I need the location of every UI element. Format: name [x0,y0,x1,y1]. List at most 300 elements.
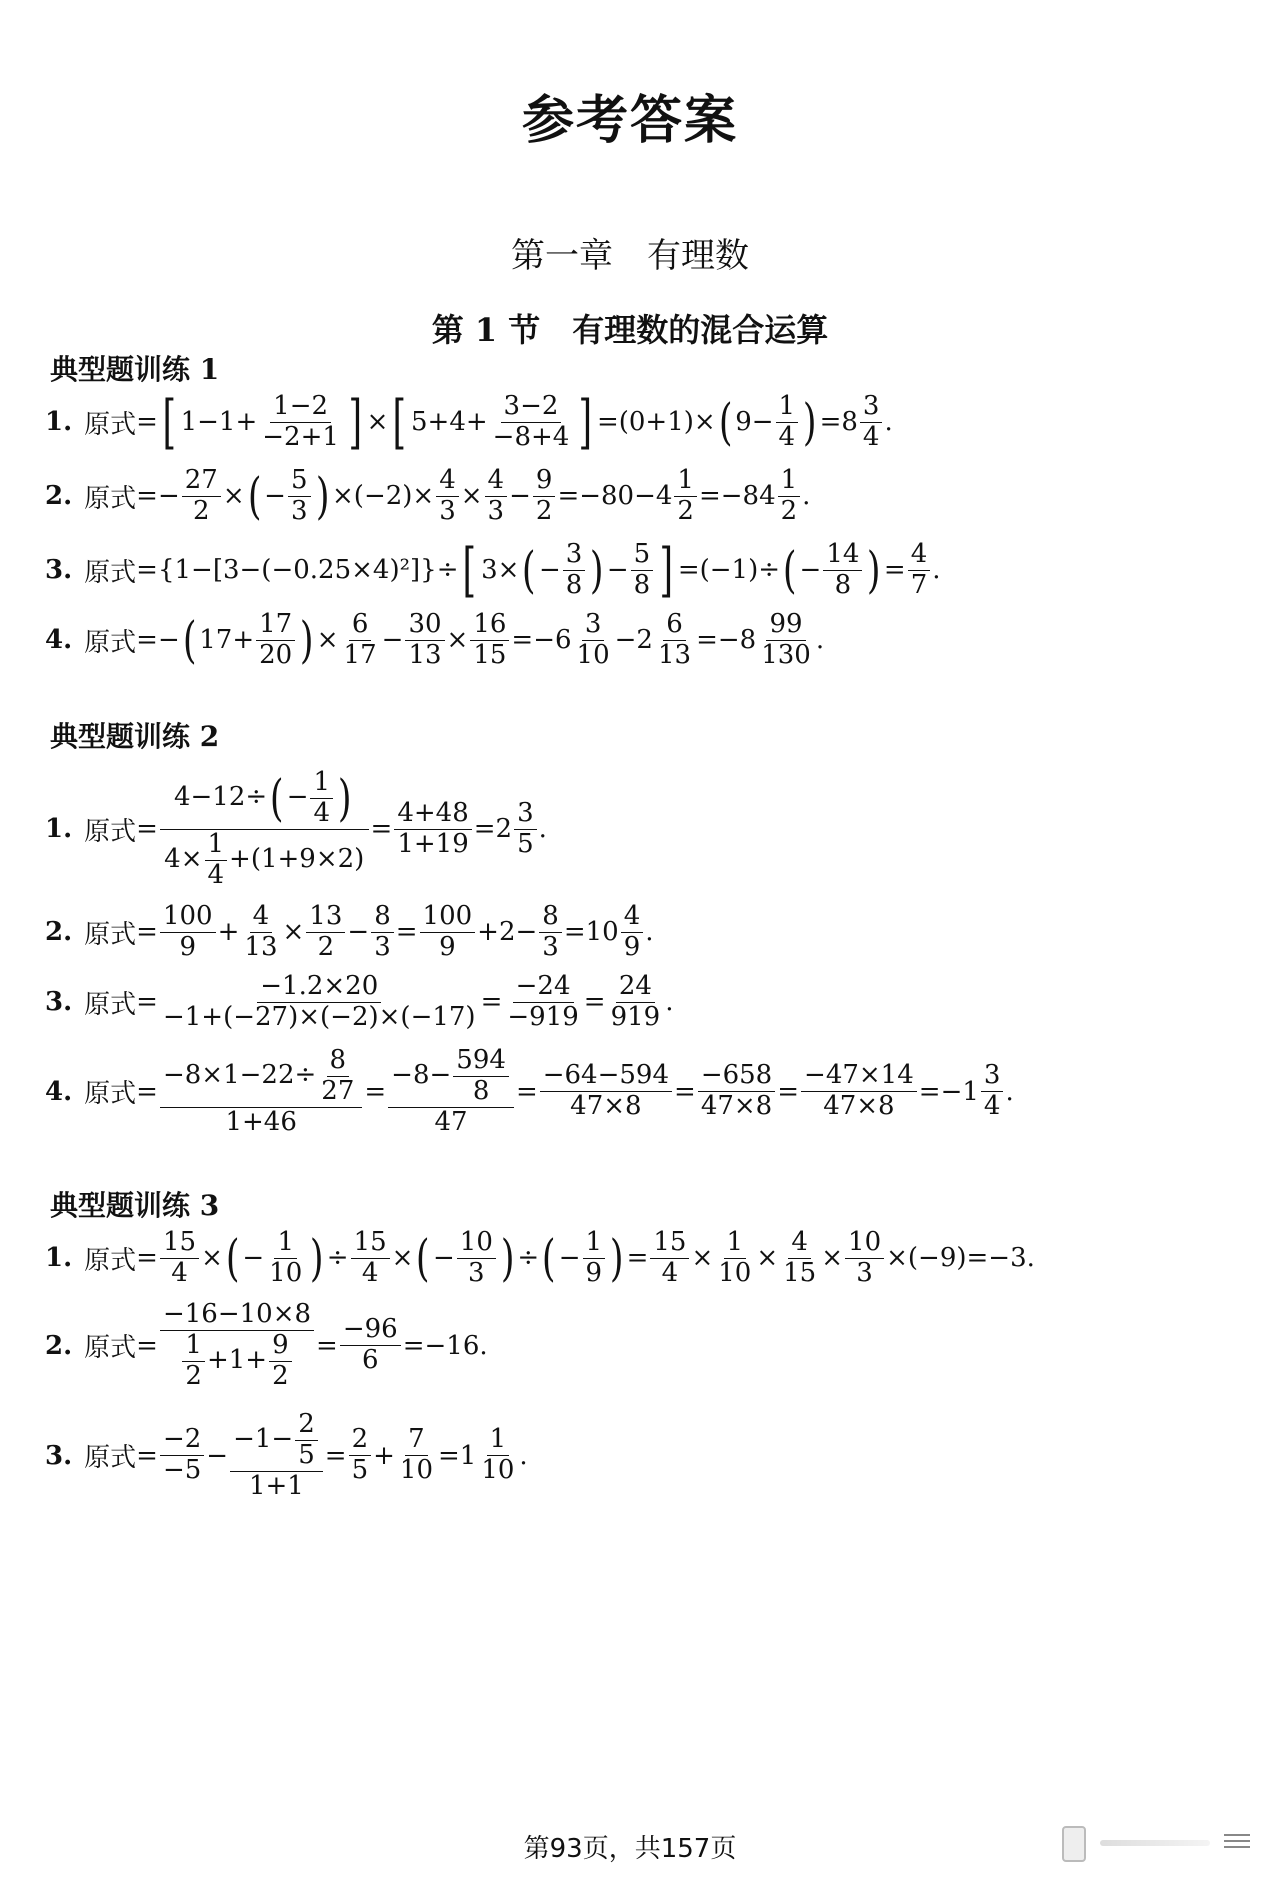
math-term: 9− [735,407,774,438]
fraction [310,768,333,829]
numerator: 6 [663,610,686,641]
numerator: −47×14 [801,1061,917,1092]
math-term: − [606,555,629,586]
denominator: 10 [718,1257,752,1288]
math-term: . [932,555,941,586]
fraction [256,610,295,671]
denominator: 2 [780,495,798,526]
math-term: − [242,1243,265,1274]
fraction [801,1061,917,1122]
question-number: 1. [45,407,73,438]
numerator: 5 [288,466,311,497]
denominator: 13 [657,639,692,670]
fraction [160,768,369,891]
question-number: 3. [45,555,73,586]
exercise-heading-1: 典型题训练 1 [50,353,220,386]
bracket: ( [270,769,284,828]
fraction [269,1331,292,1392]
denominator: 4 [361,1257,379,1288]
numerator: 4+48 [394,799,471,830]
math-term: =−84 [698,481,776,512]
denominator: 919 [610,1001,661,1032]
bracket: ) [500,1229,515,1288]
numerator: 30 [405,610,444,641]
math-term: =(0+1)× [596,407,716,438]
fraction [288,466,311,527]
fraction [341,610,380,671]
math-term: × [391,1243,414,1274]
math-term: = [777,1076,800,1107]
label: 原式 [84,1443,137,1474]
label: 原式 [84,557,137,588]
denominator: −1+(−27)×(−2)×(−17) [162,1001,476,1032]
denominator: 3 [374,931,391,962]
fraction [420,902,476,963]
numerator: −96 [340,1315,401,1346]
bracket: ] [578,388,593,457]
fraction [823,540,862,601]
denominator: 4 [862,421,880,452]
label: 原式 [84,1245,137,1276]
math-term: . [1005,1076,1014,1107]
fraction [533,466,556,527]
math-term: = [136,1076,158,1107]
math-term: − [509,481,531,512]
math-term: +2− [477,917,538,948]
fraction [608,972,664,1033]
math-term: = [324,1440,347,1471]
bracket: ) [609,1229,624,1288]
denominator: 9 [623,931,641,962]
answer-1-3 [45,536,941,605]
math-term: = [316,1330,338,1361]
label: 原式 [84,627,137,658]
label: 原式 [84,919,137,950]
math-term: = [136,987,158,1018]
math-term: −8×1−22÷ [162,1060,317,1091]
fraction [340,1315,401,1376]
numerator: 3 [582,610,605,641]
math-term: =(−1)÷ [677,555,780,586]
math-term: ×(−2)× [332,481,435,512]
numerator: 4 [788,1228,811,1259]
math-term: × [821,1243,844,1274]
label: 原式 [84,409,137,440]
numerator: 27 [182,466,221,497]
math-term: +1+ [206,1345,268,1376]
numerator: 594 [453,1046,509,1077]
fraction [539,902,562,963]
math-term: = [515,1076,538,1107]
denominator: 1+46 [225,1106,297,1137]
label: 原式 [84,989,137,1020]
numerator: 1 [778,466,801,497]
fraction [631,540,654,601]
math-term: − [381,625,404,656]
numerator: 1 [776,392,799,423]
fraction [349,1425,372,1486]
fraction [478,1425,517,1486]
numerator [160,768,369,830]
fraction [160,972,479,1033]
numerator: 1 [724,1228,747,1259]
denominator: 17 [343,639,377,670]
math-term: =−6 [511,625,572,656]
math-term: . [645,917,654,948]
numerator: 8 [539,902,562,933]
fraction [318,1046,357,1107]
question-number: 4. [45,625,73,656]
numerator: −24 [513,972,574,1003]
math-term: . [884,407,893,438]
math-term: . [1026,1243,1035,1274]
exercise-heading-2: 典型题训练 2 [50,720,220,753]
fraction [457,1228,496,1289]
fraction [160,1046,362,1138]
denominator: 47×8 [823,1091,895,1122]
horizontal-scrollbar[interactable] [1100,1840,1210,1846]
math-term: . [538,814,547,845]
numerator: 1 [487,1425,510,1456]
math-term: − [206,1440,229,1471]
fraction [453,1046,509,1107]
denominator: 27 [321,1075,355,1106]
fraction [490,392,573,453]
bracket: ( [416,1229,431,1288]
bracket: [ [162,388,177,457]
fraction [306,902,345,963]
denominator: 8 [633,569,651,600]
numerator: 16 [470,610,509,641]
numerator: 10 [457,1228,496,1259]
question-number: 2. [45,481,73,512]
math-term: −1− [233,1424,294,1455]
numerator: 24 [616,972,655,1003]
math-term: = [583,987,606,1018]
fraction [563,540,586,601]
fraction [715,1228,754,1289]
fraction [776,392,799,453]
math-term: + [373,1440,395,1471]
fraction [780,1228,819,1289]
numerator: 3 [981,1061,1004,1092]
numerator: 1 [205,830,228,861]
page-title: 参考答案 [521,90,738,151]
numerator: 13 [306,902,345,933]
denominator: 130 [761,639,811,670]
numerator: 4 [908,540,931,571]
denominator: 3 [856,1257,873,1288]
bracket: [ [463,536,477,605]
fraction [621,902,644,963]
numerator: 9 [533,466,556,497]
fraction [470,610,509,671]
denominator: 4 [661,1257,679,1288]
denominator: 13 [408,639,442,670]
denominator: 6 [362,1345,379,1376]
answer-1-4 [45,610,824,671]
numerator: 8 [327,1046,350,1077]
numerator: 6 [349,610,372,641]
fraction [778,466,801,527]
math-term: = [136,814,158,845]
denominator: 13 [244,931,278,962]
fraction [860,392,883,453]
math-term: 5+4+ [411,407,488,438]
denominator: 15 [473,639,507,670]
math-term: −8− [391,1060,452,1091]
math-term: × [366,407,389,438]
math-term: = [364,1076,387,1107]
label: 原式 [84,483,137,514]
math-term: −2 [614,625,653,656]
denominator: −2+1 [262,421,339,452]
math-term: . [479,1330,488,1361]
fraction [485,466,508,527]
numerator: 1 [310,768,333,799]
denominator: 9 [179,931,197,962]
fraction [160,1228,199,1289]
denominator: 9 [585,1257,603,1288]
numerator: 8 [371,902,394,933]
fraction [394,799,471,860]
math-term: =−8 [696,625,757,656]
fraction [295,1410,318,1471]
answer-3-2 [45,1300,488,1392]
math-term: = [136,407,158,438]
denominator: −8+4 [492,421,570,452]
numerator: 7 [405,1425,428,1456]
denominator: 2 [535,495,553,526]
fraction [160,1425,204,1486]
scroll-handle[interactable] [1062,1826,1086,1862]
math-term: = [480,987,503,1018]
numerator: 3−2 [501,392,562,423]
denominator: 4 [207,859,225,890]
math-term: =− [136,625,180,656]
denominator: 4 [313,797,331,828]
denominator: 4 [778,421,796,452]
denominator: 1+19 [397,828,469,859]
math-term: = [136,1330,158,1361]
numerator: 5 [631,540,654,571]
bracket: ) [337,769,352,828]
math-term: 1−1+ [180,407,258,438]
math-term: = [395,917,418,948]
math-term: − [538,555,561,586]
bracket: ( [182,611,197,670]
bracket: ( [718,393,733,452]
math-term: × [222,481,245,512]
section-heading: 第 1 节 有理数的混合运算 [431,311,829,349]
denominator: 8 [472,1075,490,1106]
denominator: 5 [517,828,534,859]
denominator: 2 [185,1360,202,1391]
numerator [160,1046,362,1108]
math-term: +(1+9×2) [229,844,365,875]
denominator: 4 [171,1257,188,1288]
denominator: −919 [507,1001,579,1032]
math-term: =−16 [402,1330,480,1361]
math-term: × [756,1243,779,1274]
numerator: 3 [514,799,537,830]
numerator: 1 [674,466,697,497]
bracket: ( [522,541,537,600]
denominator: 4 [983,1091,1001,1122]
numerator: 17 [256,610,295,641]
numerator: −64−594 [540,1061,672,1092]
math-term: × [201,1243,223,1274]
numerator: 3 [860,392,883,423]
fraction [266,1228,305,1289]
math-term: 4−12÷ [173,782,268,813]
denominator: 47×8 [700,1091,773,1122]
math-term: = [626,1243,649,1274]
math-term: ={1−[3−(−0.25×4)²]}÷ [136,555,459,586]
denominator: 10 [576,639,610,670]
fraction [388,1046,514,1138]
fraction [514,799,537,860]
denominator: 1+1 [248,1470,304,1501]
math-term: + [217,917,240,948]
fraction [655,610,694,671]
denominator: 15 [783,1257,817,1288]
fraction [845,1228,884,1289]
math-term: − [286,782,309,813]
denominator: 8 [565,569,583,600]
denominator: 5 [351,1455,369,1486]
fraction [908,540,931,601]
answer-2-2 [45,902,654,963]
denominator: 2 [677,495,694,526]
math-term: × [316,625,339,656]
numerator: 15 [160,1228,199,1259]
math-term: = [136,1440,158,1471]
fraction [674,466,697,527]
math-term: 17+ [199,625,255,656]
question-number: 3. [45,1440,73,1471]
bracket: ( [225,1229,240,1288]
math-term: = [136,1243,158,1274]
bracket: ] [659,536,674,605]
denominator: 7 [910,569,928,600]
numerator: 9 [269,1331,292,1362]
math-term: − [799,555,822,586]
answer-1-2 [45,466,810,527]
numerator: 1−2 [270,392,331,423]
bracket: ) [590,541,604,600]
question-number: 1. [45,1243,73,1274]
numerator: −16−10×8 [160,1300,314,1331]
numerator: 14 [823,540,862,571]
math-term: . [802,481,811,512]
bracket: ] [348,388,363,457]
answer-2-3 [45,972,674,1033]
bracket: [ [392,388,407,457]
denominator: 9 [439,931,456,962]
math-term: . [815,625,825,656]
denominator [177,1331,296,1392]
label: 原式 [84,816,137,847]
math-term: × [460,481,483,512]
numerator: 15 [650,1228,689,1259]
label: 原式 [84,1333,137,1364]
fraction [182,1331,205,1392]
math-term: = [136,917,158,948]
numerator: 1 [182,1331,205,1362]
numerator: 2 [295,1410,318,1441]
numerator: 99 [766,610,805,641]
numerator: 4 [621,902,644,933]
denominator: 3 [542,931,559,962]
fraction [405,610,444,671]
fraction [351,1228,390,1289]
denominator: 5 [298,1439,315,1470]
fraction [540,1061,672,1122]
fraction [981,1061,1004,1122]
numerator: 4 [436,466,459,497]
bracket: ( [247,467,262,526]
math-term: × [446,625,469,656]
denominator: 10 [399,1455,433,1486]
numerator: 2 [349,1425,372,1456]
question-number: 2. [45,917,73,948]
numerator: −1.2×20 [257,972,381,1003]
bracket: ) [300,611,314,670]
numerator [230,1410,323,1472]
chapter-heading: 第一章 有理数 [511,236,749,276]
menu-icon[interactable] [1224,1834,1250,1852]
math-term: − [264,481,286,512]
numerator: 1 [274,1228,297,1259]
fraction [583,1228,606,1289]
denominator: 10 [481,1455,515,1486]
math-term: =−1 [918,1076,979,1107]
denominator: 20 [259,639,293,670]
fraction [504,972,581,1033]
bracket: ( [542,1229,556,1288]
bracket: ) [867,541,881,600]
numerator: 1 [583,1228,606,1259]
denominator: 2 [193,495,210,526]
math-term: 4× [164,844,203,875]
question-number: 4. [45,1076,73,1107]
math-term: × [282,917,305,948]
math-term: =8 [819,407,858,438]
math-term: =−80−4 [557,481,673,512]
answer-2-1 [45,768,547,891]
fraction [698,1061,775,1122]
math-term: =2 [473,814,513,845]
label: 原式 [84,1079,137,1110]
exercise-heading-3: 典型题训练 3 [50,1189,220,1222]
answer-3-3 [45,1410,528,1502]
numerator: 100 [420,902,476,933]
math-term: = [883,555,906,586]
fraction [436,466,459,527]
math-term: ×(−9)=−3 [886,1243,1027,1274]
fraction [230,1410,323,1502]
denominator: 2 [272,1360,289,1391]
fraction [758,610,814,671]
denominator: 8 [834,569,852,600]
fraction [160,902,216,963]
numerator: 100 [160,902,216,933]
question-number: 2. [45,1330,73,1361]
math-term: =1 [438,1440,477,1471]
math-term: =10 [563,917,619,948]
fraction [205,830,228,891]
